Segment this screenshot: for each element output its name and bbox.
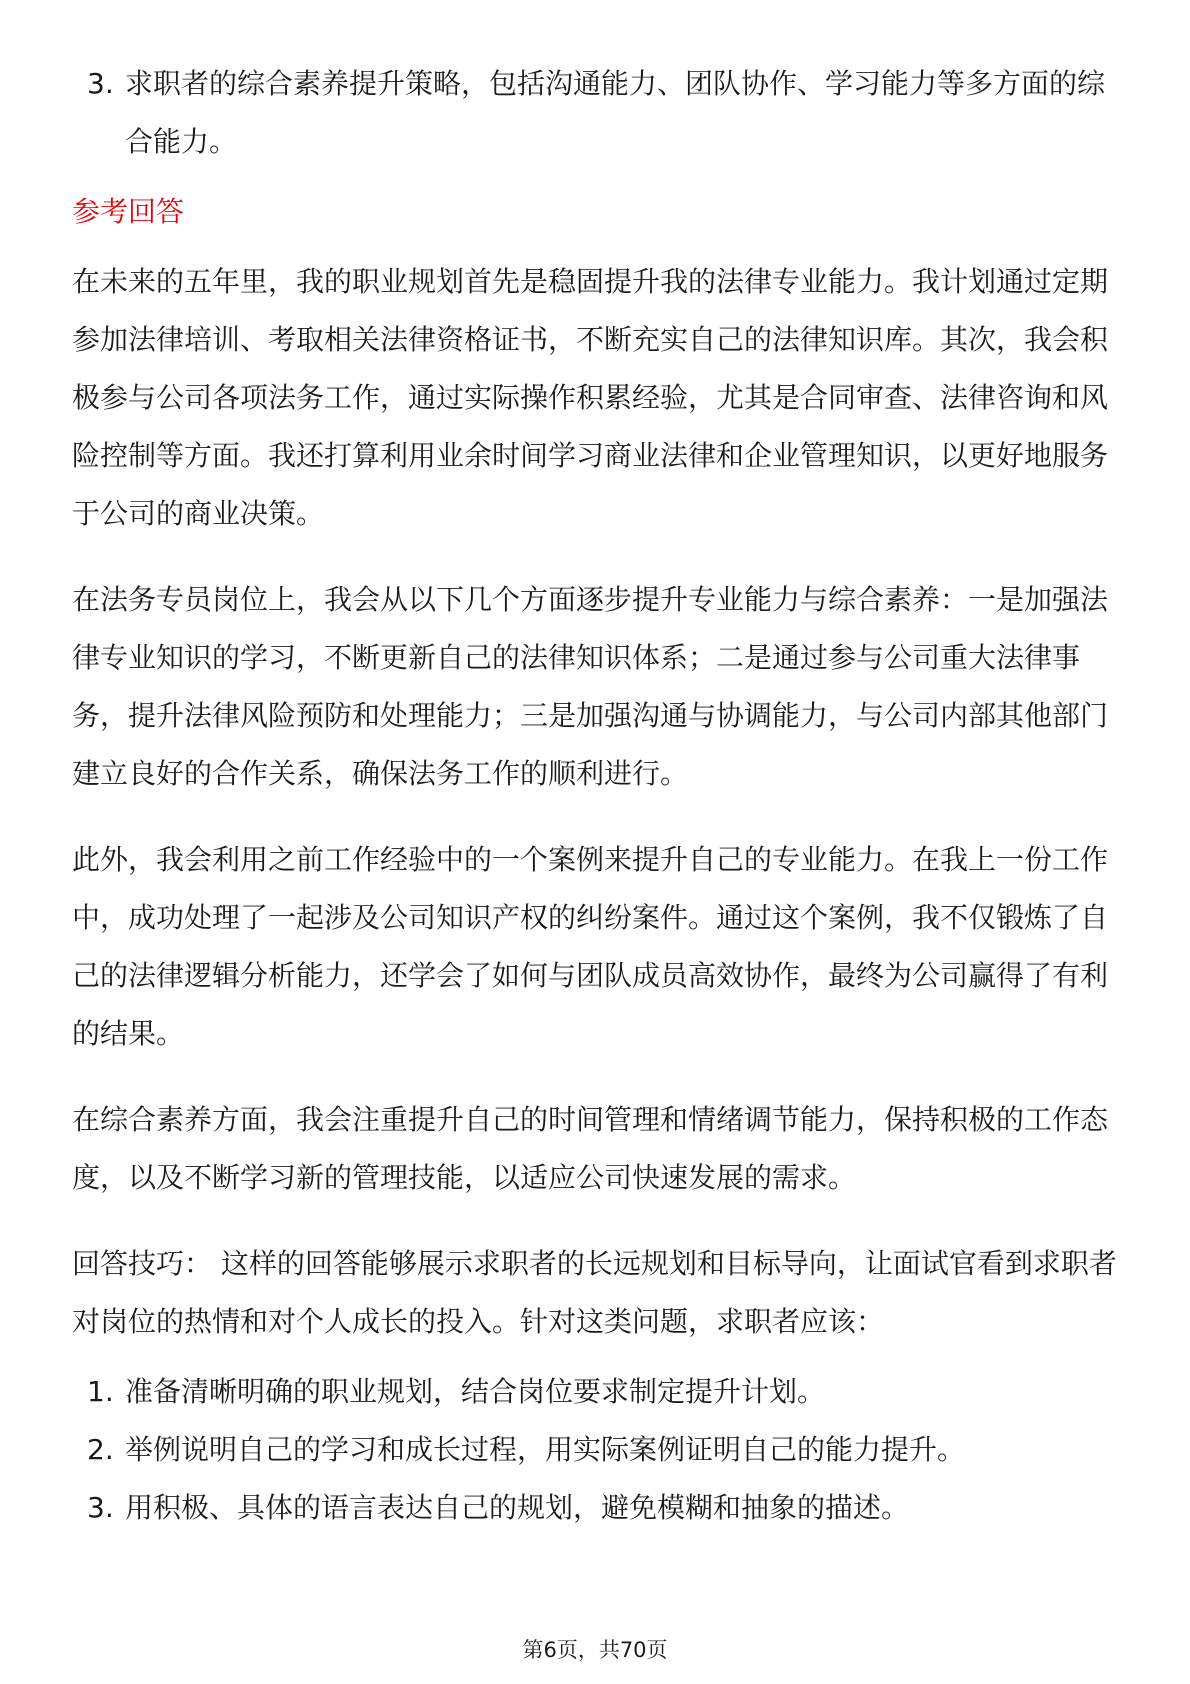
page-footer: 第6页，共70页	[522, 1638, 668, 1662]
paragraph: 在未来的五年里，我的职业规划首先是稳固提升我的法律专业能力。我计划通过定期参加法律培训、考取相关法律资格证书，不断充实自己的法律知识库。其次，我会积极参与公司各项法务工作，通过实际操作积累经验，尤其是合同审查、法律咨询和风险控制等方面。我还打算利用业余时间学习商业法律和企业管理知识，以更好地服务于公司的商业决策。	[72, 265, 1109, 530]
list-number: 3.	[87, 1491, 114, 1524]
list-text: 用积极、具体的语言表达自己的规划，避免模糊和抽象的描述。	[125, 1491, 910, 1524]
list-item	[72, 1363, 1118, 1421]
list-number: 3.	[87, 67, 114, 100]
list-text: 准备清晰明确的职业规划，结合岗位要求制定提升计划。	[125, 1375, 826, 1408]
tips-paragraph: 回答技巧： 这样的回答能够展示求职者的长远规划和目标导向，让面试官看到求职者对岗位的热情和对个人成长的投入。针对这类问题，求职者应该：	[72, 1247, 1117, 1338]
paragraph: 在综合素养方面，我会注重提升自己的时间管理和情绪调节能力，保持积极的工作态度，以及不断学习新的管理技能，以适应公司快速发展的需求。	[72, 1103, 1109, 1194]
list-number: 1.	[87, 1375, 114, 1408]
tips-list	[72, 1363, 1118, 1537]
criteria-list	[72, 55, 1118, 171]
list-number: 2.	[87, 1433, 114, 1466]
paragraph: 此外，我会利用之前工作经验中的一个案例来提升自己的专业能力。在我上一份工作中，成功处理了一起涉及公司知识产权的纠纷案件。通过这个案例，我不仅锻炼了自己的法律逻辑分析能力，还学会了如何与团队成员高效协作，最终为公司赢得了有利的结果。	[72, 843, 1109, 1050]
list-text: 举例说明自己的学习和成长过程，用实际案例证明自己的能力提升。	[125, 1433, 966, 1466]
list-item	[72, 55, 1118, 171]
list-item	[72, 1421, 1118, 1479]
list-text: 求职者的综合素养提升策略，包括沟通能力、团队协作、学习能力等多方面的综合能力。	[125, 67, 1106, 158]
list-item	[72, 1479, 1118, 1537]
answer-heading: 参考回答	[72, 195, 185, 228]
paragraph: 在法务专员岗位上，我会从以下几个方面逐步提升专业能力与综合素养：一是加强法律专业知识的学习，不断更新自己的法律知识体系；二是通过参与公司重大法律事务，提升法律风险预防和处理能力；三是加强沟通与协调能力，与公司内部其他部门建立良好的合作关系，确保法务工作的顺利进行。	[72, 583, 1109, 790]
document-body	[72, 55, 1118, 1537]
